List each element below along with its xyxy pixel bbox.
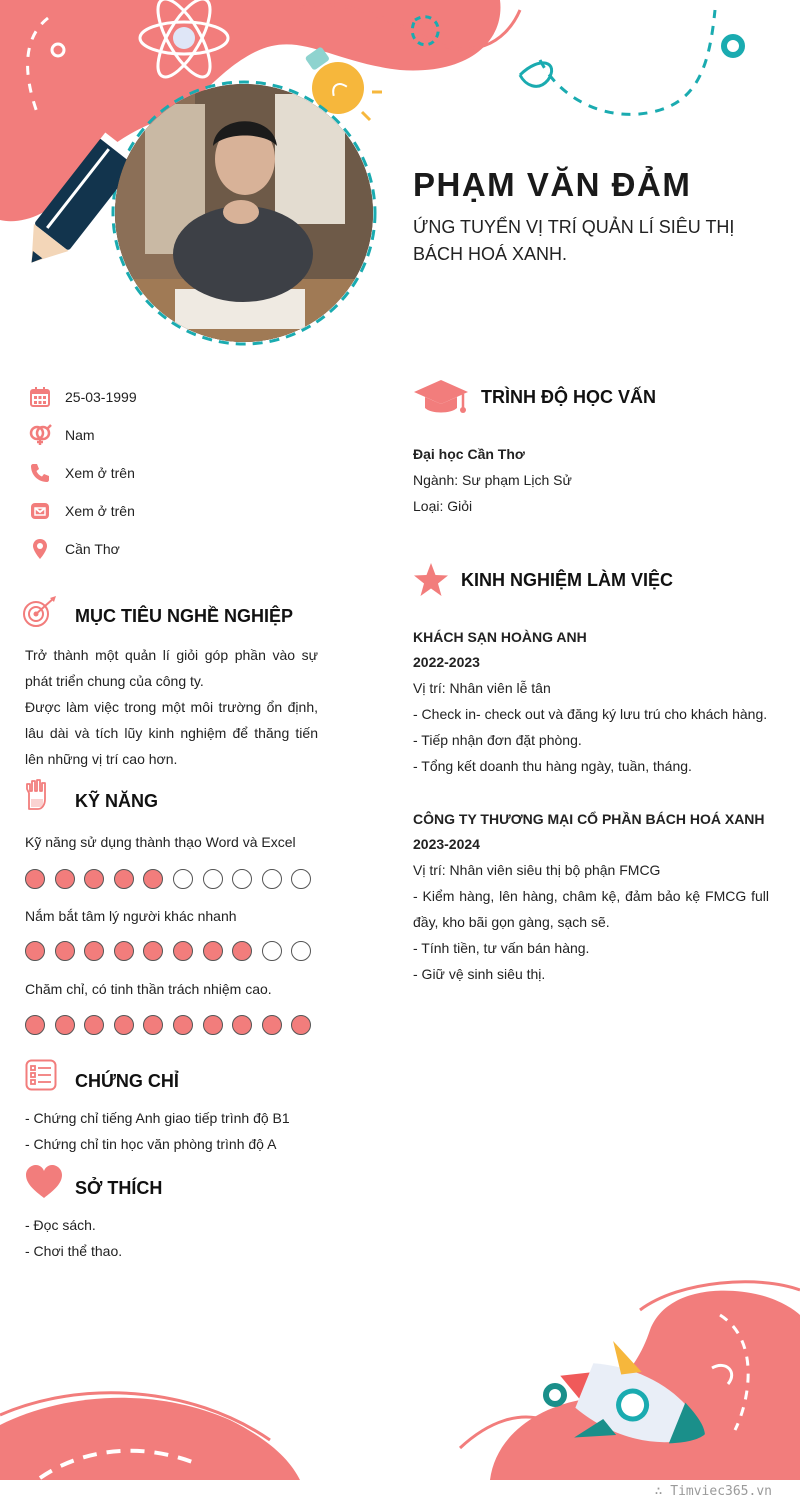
job-duty: - Giữ vệ sinh siêu thị. — [413, 966, 546, 982]
rating-dot-filled — [114, 869, 134, 889]
certificate-item: - Chứng chỉ tin học văn phòng trình độ A — [25, 1136, 277, 1152]
job-period: 2023-2024 — [413, 836, 480, 852]
education-title: TRÌNH ĐỘ HỌC VẤN — [481, 387, 656, 407]
certificates-list — [25, 1105, 290, 1157]
rating-dot-filled — [173, 941, 193, 961]
hobby-item: - Chơi thể thao. — [25, 1243, 123, 1259]
rating-dot-filled — [114, 1015, 134, 1035]
rating-dot-filled — [84, 869, 104, 889]
info-email — [28, 499, 135, 523]
teal-ring-bottom — [546, 1386, 564, 1404]
hobbies-list — [25, 1212, 122, 1264]
gender-value: Nam — [65, 427, 95, 443]
job-period: 2022-2023 — [413, 654, 480, 670]
info-phone — [28, 461, 135, 485]
rating-dot-filled — [232, 1015, 252, 1035]
skill-name: Nắm bắt tâm lý người khác nhanh — [25, 908, 237, 924]
rating-dot-empty — [173, 869, 193, 889]
info-birthdate — [28, 385, 137, 409]
objective-line: Được làm việc trong một môi trường ổn định, lâu dài và tích lũy kinh nghiệm để thăng tiến lên những vị trí cao hơn. — [25, 699, 318, 767]
rating-dot-empty — [262, 869, 282, 889]
rating-dot-empty — [232, 869, 252, 889]
watermark: ∴ Timviec365.vn — [654, 1484, 772, 1499]
rating-dot-filled — [55, 941, 75, 961]
phone-value: Xem ở trên — [65, 465, 135, 481]
skill-rating — [25, 1015, 321, 1035]
rating-dot-filled — [262, 1015, 282, 1035]
star-icon — [413, 563, 449, 597]
checklist-icon — [25, 1059, 57, 1091]
email-icon — [28, 499, 52, 523]
education-major: Ngành: Sư phạm Lịch Sử — [413, 472, 572, 488]
experience-title: KINH NGHIỆM LÀM VIỆC — [461, 570, 674, 590]
location-pin-icon — [28, 537, 52, 561]
education-grade: Loại: Giỏi — [413, 498, 473, 514]
certificate-item: - Chứng chỉ tiếng Anh giao tiếp trình độ B1 — [25, 1110, 290, 1126]
rating-dot-filled — [143, 869, 163, 889]
birthdate-value: 25-03-1999 — [65, 389, 137, 405]
job-duty: - Check in- check out và đăng ký lưu trú cho khách hàng. — [413, 706, 768, 722]
job-duty: - Kiểm hàng, lên hàng, châm kệ, đảm bảo kệ FMCG full đầy, kho bãi gọn gàng, sạch sẽ. — [413, 888, 769, 930]
candidate-name: PHẠM VĂN ĐẢM — [413, 166, 692, 203]
bottom-left-blob — [0, 1398, 300, 1480]
rating-dot-filled — [203, 1015, 223, 1035]
hobby-item: - Đọc sách. — [25, 1217, 96, 1233]
hobbies-title: SỞ THÍCH — [75, 1178, 163, 1198]
rating-dot-filled — [203, 941, 223, 961]
certificates-title: CHỨNG CHỈ — [75, 1071, 179, 1091]
education-block — [413, 441, 572, 519]
job-entry — [413, 625, 769, 779]
rating-dot-filled — [114, 941, 134, 961]
teal-ring-top — [724, 37, 742, 55]
gender-icon — [28, 423, 52, 447]
graduation-cap-icon — [413, 378, 469, 416]
job-role: Vị trí: Nhân viên siêu thị bộ phận FMCG — [413, 862, 661, 878]
email-value: Xem ở trên — [65, 503, 135, 519]
rating-dot-filled — [55, 1015, 75, 1035]
job-role: Vị trí: Nhân viên lễ tân — [413, 680, 551, 696]
applied-position: ỨNG TUYỂN VỊ TRÍ QUẢN LÍ SIÊU THỊ BÁCH HOÁ XANH. — [413, 217, 735, 264]
info-gender — [28, 423, 95, 447]
calendar-icon — [28, 385, 52, 409]
profile-photo — [115, 84, 373, 342]
rating-dot-filled — [173, 1015, 193, 1035]
skills-title: KỸ NĂNG — [75, 791, 159, 811]
rating-dot-empty — [262, 941, 282, 961]
job-entry — [413, 807, 769, 987]
rating-dot-filled — [84, 941, 104, 961]
hand-icon — [24, 779, 48, 811]
rating-dot-empty — [291, 869, 311, 889]
job-duty: - Tiếp nhận đơn đặt phòng. — [413, 732, 582, 748]
rating-dot-filled — [143, 941, 163, 961]
job-company: CÔNG TY THƯƠNG MẠI CỔ PHẦN BÁCH HOÁ XANH — [413, 811, 765, 827]
job-duty: - Tính tiền, tư vấn bán hàng. — [413, 940, 590, 956]
top-dashed-right — [540, 10, 715, 114]
rating-dot-empty — [291, 941, 311, 961]
rating-dot-filled — [25, 869, 45, 889]
rating-dot-filled — [55, 869, 75, 889]
rating-dot-empty — [203, 869, 223, 889]
phone-icon — [28, 461, 52, 485]
heart-icon — [25, 1165, 63, 1199]
job-duty: - Tổng kết doanh thu hàng ngày, tuần, tháng. — [413, 758, 692, 774]
rating-dot-filled — [25, 941, 45, 961]
job-company: KHÁCH SẠN HOÀNG ANH — [413, 629, 587, 645]
rating-dot-filled — [25, 1015, 45, 1035]
skill-name: Chăm chỉ, có tinh thần trách nhiệm cao. — [25, 981, 272, 997]
skill-rating — [25, 941, 321, 961]
skill-name: Kỹ năng sử dụng thành thạo Word và Excel — [25, 834, 296, 850]
info-address — [28, 537, 120, 561]
objective-title: MỤC TIÊU NGHỀ NGHIỆP — [75, 606, 294, 626]
address-value: Cần Thơ — [65, 541, 120, 557]
skill-rating — [25, 869, 321, 889]
rating-dot-filled — [84, 1015, 104, 1035]
rating-dot-filled — [143, 1015, 163, 1035]
education-school: Đại học Cần Thơ — [413, 446, 525, 462]
objective-text — [25, 642, 318, 772]
objective-line: Trở thành một quản lí giỏi góp phần vào sự phát triển chung của công ty. — [25, 647, 318, 689]
target-icon — [22, 596, 58, 628]
rating-dot-filled — [232, 941, 252, 961]
rating-dot-filled — [291, 1015, 311, 1035]
